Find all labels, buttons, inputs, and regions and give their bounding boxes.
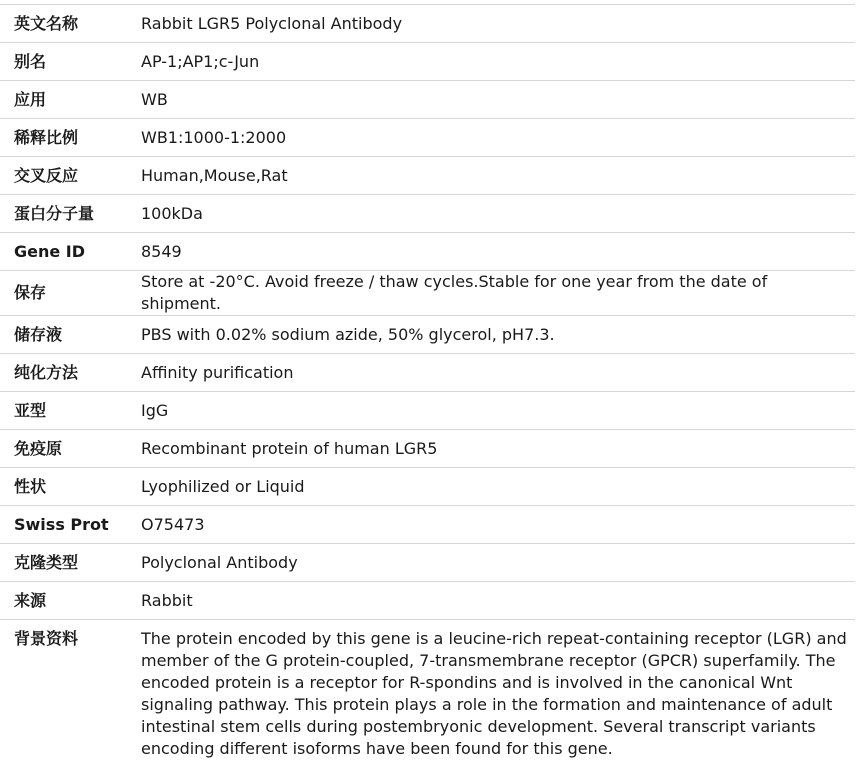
row-value: Lyophilized or Liquid [141,468,855,506]
product-spec-table [0,4,855,760]
row-label: 来源 [0,582,141,620]
row-label: 应用 [0,81,141,119]
row-value: WB [141,81,855,119]
table-row [0,544,855,582]
table-row [0,233,855,271]
row-label: 保存 [0,271,141,316]
row-value: IgG [141,392,855,430]
table-row [0,119,855,157]
row-value: Rabbit [141,582,855,620]
row-label: 别名 [0,43,141,81]
row-value: O75473 [141,506,855,544]
table-row [0,582,855,620]
table-row [0,316,855,354]
table-row [0,354,855,392]
row-value: Polyclonal Antibody [141,544,855,582]
row-label: Swiss Prot [0,506,141,544]
row-value: WB1:1000-1:2000 [141,119,855,157]
row-value: Rabbit LGR5 Polyclonal Antibody [141,5,855,43]
row-label: 背景资料 [14,629,79,648]
table-row [0,506,855,544]
row-label: Gene ID [0,233,141,271]
table-row [0,81,855,119]
row-label: 储存液 [0,316,141,354]
row-value: 100kDa [141,195,855,233]
table-row [0,157,855,195]
row-label: 克隆类型 [0,544,141,582]
row-label: 免疫原 [0,430,141,468]
row-value: Affinity purification [141,354,855,392]
row-label: 蛋白分子量 [0,195,141,233]
table-row [0,43,855,81]
table-row [0,5,855,43]
row-value: AP-1;AP1;c-Jun [141,43,855,81]
table-row [0,430,855,468]
table-row [0,195,855,233]
row-label: 稀释比例 [0,119,141,157]
row-label: 亚型 [0,392,141,430]
row-value: Recombinant protein of human LGR5 [141,430,855,468]
row-value: Human,Mouse,Rat [141,157,855,195]
table-row [0,392,855,430]
table-row [0,271,855,316]
row-label: 性状 [0,468,141,506]
table-row [0,468,855,506]
row-label: 纯化方法 [0,354,141,392]
row-value: Store at -20°C. Avoid freeze / thaw cycles.Stable for one year from the date of shipment. [141,271,855,316]
row-label: 交叉反应 [0,157,141,195]
row-label: 英文名称 [0,5,141,43]
table-row [0,620,855,761]
background-description: The protein encoded by this gene is a leucine-rich repeat-containing receptor (LGR) and member of the G protein-coupled, 7-transmembrane receptor (GPCR) superfamily. The encoded protein is a receptor for R-spondins and is involved in the canonical Wnt signaling pathway. This protein plays a role in the formation and maintenance of adult intestinal stem cells during postembryonic development. Several transcript variants encoding different isoforms have been found for this gene. [141,629,847,758]
row-value: PBS with 0.02% sodium azide, 50% glycerol, pH7.3. [141,316,855,354]
row-value: 8549 [141,233,855,271]
